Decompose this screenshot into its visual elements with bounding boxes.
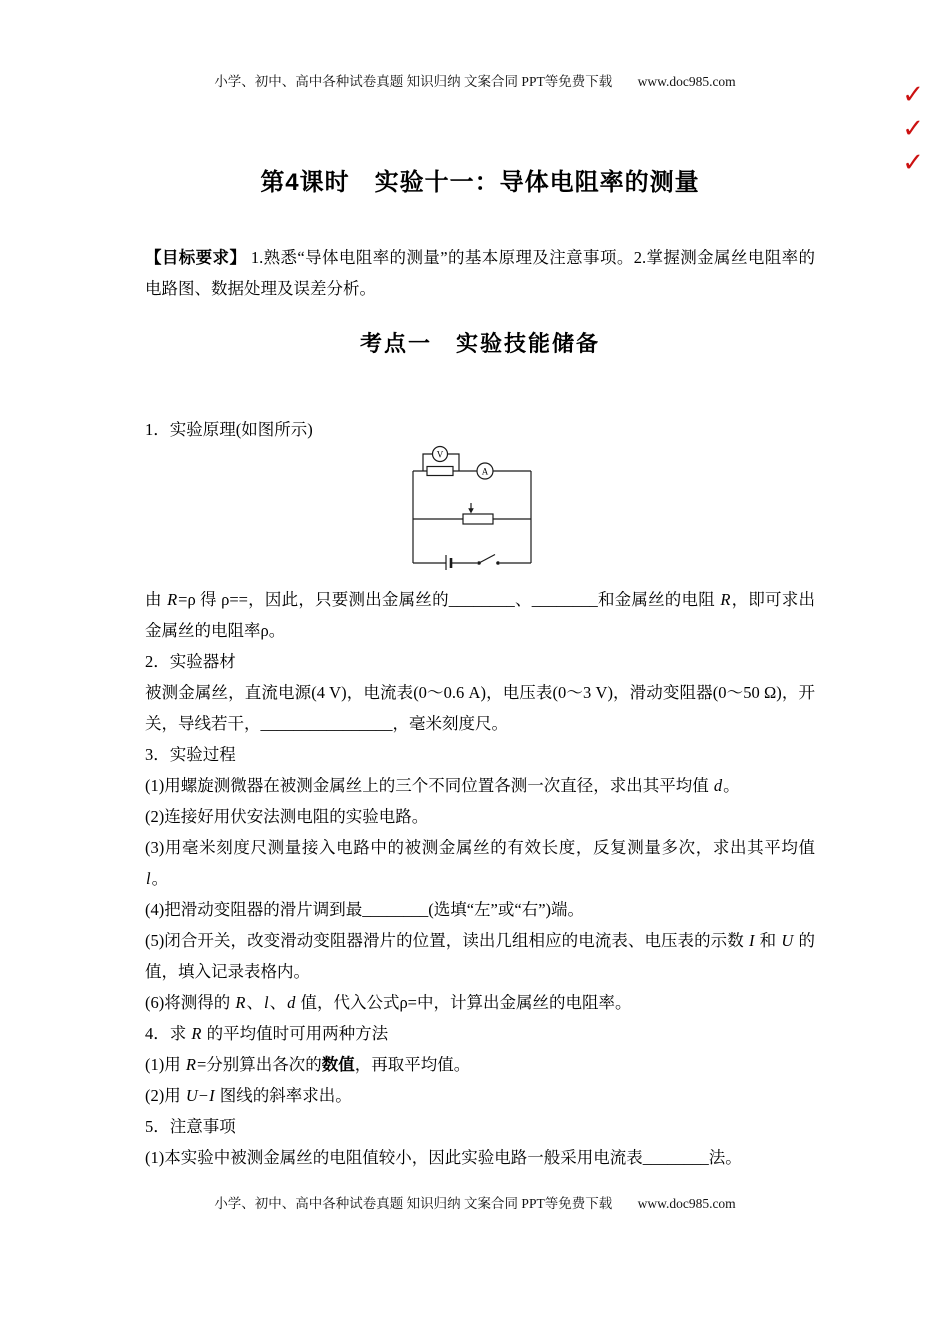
battery-icon [446, 555, 451, 570]
switch-icon [477, 555, 500, 565]
step-2-paragraph: (2)连接好用伏安法测电阻的实验电路。 [145, 807, 429, 826]
step-4-paragraph: (4)把滑动变阻器的滑片调到最________(选填“左”或“右”)端。 [145, 900, 585, 919]
resistor-icon [427, 467, 453, 476]
method-1-paragraph: (1)用 R=分别算出各次的数值，再取平均值。 [145, 1055, 471, 1074]
step-1-paragraph: (1)用螺旋测微器在被测金属丝上的三个不同位置各测一次直径，求出其平均值 d。 [145, 776, 740, 795]
footer-text: 小学、初中、高中各种试卷真题 知识归纳 文案合同 PPT等免费下载 [214, 1196, 613, 1211]
check-mark-icon: ✓ [902, 114, 924, 144]
header-site-text: www.doc985.com [637, 74, 736, 89]
objective-text: 1.熟悉“导体电阻率的测量”的基本原理及注意事项。2.掌握测金属丝电阻率的电路图、数据处理及误差分析。 [145, 248, 815, 298]
circuit-diagram [407, 445, 557, 570]
item2-heading: 2．实验器材 [145, 652, 236, 671]
voltmeter-label: V [436, 449, 444, 460]
document-body [145, 168, 815, 1173]
method-2-paragraph: (2)用 U−I 图线的斜率求出。 [145, 1086, 352, 1105]
objective-label: 【目标要求】 [145, 248, 247, 267]
footer-site-text: www.doc985.com [637, 1196, 736, 1211]
ammeter-label: A [481, 466, 489, 477]
section-heading: 考点一 实验技能储备 [359, 331, 600, 356]
step-3-paragraph: (3)用毫米刻度尺测量接入电路中的被测金属丝的有效长度，反复测量多次，求出其平均值 l。 [145, 838, 815, 888]
item3-heading: 3．实验过程 [145, 745, 236, 764]
item1-heading: 1．实验原理(如图所示) [145, 420, 313, 439]
page-header [0, 70, 950, 90]
check-mark-icon: ✓ [902, 148, 924, 178]
page-title: 第4课时 实验十一：导体电阻率的测量 [260, 169, 700, 196]
step-5-paragraph: (5)闭合开关，改变滑动变阻器滑片的位置，读出几组相应的电流表、电压表的示数 I 和 U 的值，填入记录表格内。 [145, 931, 815, 981]
objective-paragraph [145, 242, 815, 304]
check-mark-icon: ✓ [902, 80, 924, 110]
materials-paragraph: 被测金属丝，直流电源(4 V)，电流表(0～0.6 A)，电压表(0～3 V)，滑动变阻器(0～50 Ω)，开关，导线若干，________________，毫米刻度尺。 [145, 683, 815, 733]
item4-heading: 4．求 R 的平均值时可用两种方法 [145, 1024, 389, 1043]
review-check-marks [902, 78, 924, 180]
note-1-paragraph: (1)本实验中被测金属丝的电阻值较小，因此实验电路一般采用电流表________法。 [145, 1148, 742, 1167]
item5-heading: 5．注意事项 [145, 1117, 236, 1136]
step-6-paragraph: (6)将测得的 R、l、d 值，代入公式ρ=中，计算出金属丝的电阻率。 [145, 993, 632, 1012]
page-footer [0, 1192, 950, 1212]
principle-paragraph: 由 R=ρ 得 ρ==，因此，只要测出金属丝的________、________和金属丝的电阻 R，即可求出金属丝的电阻率ρ。 [145, 590, 815, 640]
rheostat-icon [463, 503, 493, 524]
header-text: 小学、初中、高中各种试卷真题 知识归纳 文案合同 PPT等免费下载 [214, 74, 613, 89]
circuit-diagram-svg [407, 445, 537, 570]
